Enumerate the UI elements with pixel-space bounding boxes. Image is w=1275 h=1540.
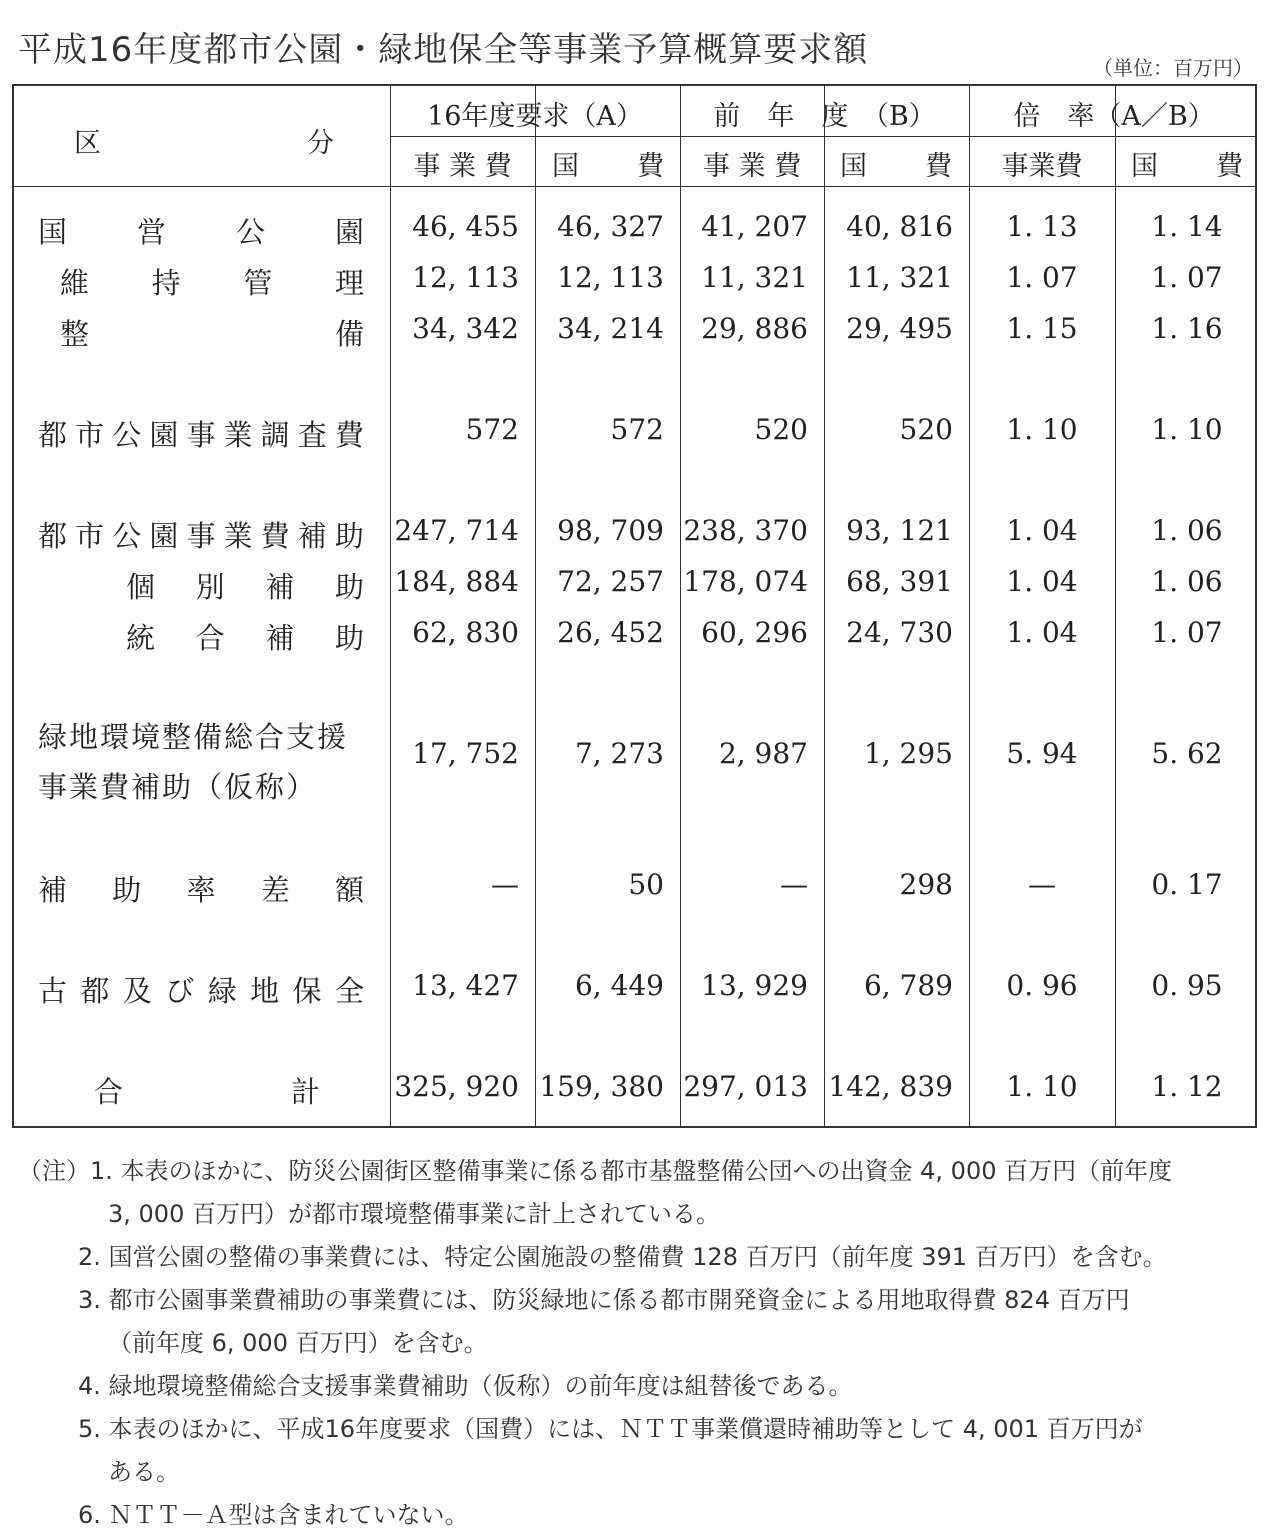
cell-r2: 1. 10 — [1151, 413, 1223, 446]
cell-a1: 34, 342 — [412, 312, 519, 345]
cell-a1: 184, 884 — [394, 565, 519, 598]
cell-b1: 297, 013 — [683, 1070, 808, 1103]
row-label-char: 補 — [265, 570, 295, 604]
row-label — [60, 261, 364, 302]
cell-r1: — — [1028, 868, 1056, 901]
row-label-char: 国 — [38, 215, 68, 249]
cell-a1: 13, 427 — [412, 969, 519, 1002]
row-label-char: 都 — [38, 418, 68, 452]
row-label-char: 市 — [75, 418, 105, 452]
header-char: 国 — [840, 151, 867, 182]
row-label-char: 公 — [235, 215, 265, 249]
note-line: 3. 都市公園事業費補助の事業費には、防災緑地に係る都市開発資金による用地取得費 824 百万円 — [78, 1286, 1130, 1314]
row-label-char: 公 — [112, 418, 142, 452]
budget-table — [12, 84, 1257, 1128]
cell-r1: 1. 10 — [1006, 1070, 1078, 1103]
header-char: 国 — [1131, 151, 1158, 182]
row-label-char: 統 — [126, 621, 156, 655]
cell-b1: 178, 074 — [683, 565, 808, 598]
cell-b2: 520 — [899, 413, 953, 446]
row-label-char: 備 — [334, 317, 364, 351]
header-a-jigyo: 事 業 費 — [413, 151, 512, 182]
cell-a2: 7, 273 — [574, 737, 664, 770]
row-label — [38, 210, 364, 251]
row-label-char: 地 — [250, 974, 280, 1008]
cell-a2: 98, 709 — [557, 514, 664, 547]
cell-a1: 325, 920 — [394, 1070, 519, 1103]
header-mid-line — [390, 136, 1255, 137]
row-label-char: 市 — [75, 519, 105, 553]
cell-a1: 62, 830 — [412, 616, 519, 649]
cell-r2: 1. 14 — [1151, 210, 1223, 243]
row-label-char: 理 — [334, 266, 364, 300]
row-label-char: 保 — [292, 974, 322, 1008]
row-label-char: 及 — [122, 974, 152, 1008]
row-label-char: 補 — [297, 519, 327, 553]
cell-b2: 24, 730 — [846, 616, 953, 649]
cell-a2: 46, 327 — [557, 210, 664, 243]
row-label-char: 調 — [260, 418, 290, 452]
header-r-koku — [1131, 144, 1243, 183]
cell-a1: 572 — [465, 413, 519, 446]
note-line: 4. 緑地環境整備総合支援事業費補助（仮称）の前年度は組替後である。 — [78, 1372, 853, 1400]
row-label-char: 整 — [60, 317, 90, 351]
cell-r1: 1. 10 — [1006, 413, 1078, 446]
row-label-char: 個 — [126, 570, 156, 604]
cell-a2: 50 — [628, 868, 664, 901]
note-line: 2. 国営公園の整備の事業費には、特定公園施設の整備費 128 百万円（前年度 391 百万円）を含む。 — [78, 1243, 1167, 1271]
cell-a1: 46, 455 — [412, 210, 519, 243]
row-label-char: 園 — [149, 519, 179, 553]
header-group-a: 16年度要求（A） — [427, 101, 643, 132]
row-label-char: 計 — [290, 1075, 320, 1109]
header-char: 費 — [637, 151, 664, 182]
note-line: 6. ＮＴＴ－Ａ型は含まれていない。 — [78, 1501, 469, 1529]
cell-r2: 5. 62 — [1151, 737, 1223, 770]
header-bottom-line — [14, 186, 1255, 187]
row-label — [60, 312, 364, 353]
row-label-char: 費 — [260, 519, 290, 553]
cell-r1: 1. 04 — [1006, 514, 1078, 547]
cell-r1: 1. 04 — [1006, 616, 1078, 649]
cell-b2: 68, 391 — [846, 565, 953, 598]
cell-b1: 13, 929 — [701, 969, 808, 1002]
cell-b1: — — [780, 868, 808, 901]
cell-r1: 5. 94 — [1006, 737, 1078, 770]
cell-a2: 6, 449 — [574, 969, 664, 1002]
header-b-jigyo: 事 業 費 — [702, 151, 802, 182]
cell-r1: 1. 13 — [1006, 210, 1078, 243]
cell-a2: 12, 113 — [557, 261, 664, 294]
cell-a1: 247, 714 — [394, 514, 519, 547]
row-label-char: 率 — [186, 873, 216, 907]
row-label-char: 助 — [334, 519, 364, 553]
cell-b1: 29, 886 — [701, 312, 808, 345]
row-label-char: 助 — [112, 873, 142, 907]
note-line: 3, 000 百万円）が都市環境整備事業に計上されている。 — [108, 1200, 720, 1228]
header-char: 費 — [925, 151, 952, 182]
header-r-jigyo: 事業費 — [1001, 151, 1083, 182]
cell-r2: 1. 07 — [1151, 261, 1223, 294]
row-label-char: 助 — [334, 621, 364, 655]
row-label-char: 査 — [297, 418, 327, 452]
row-label — [38, 969, 364, 1010]
cell-a1: 12, 113 — [412, 261, 519, 294]
row-label-char: 業 — [223, 519, 253, 553]
cell-b2: 298 — [899, 868, 953, 901]
cell-b2: 40, 816 — [846, 210, 953, 243]
cell-a2: 572 — [610, 413, 664, 446]
cell-a2: 34, 214 — [557, 312, 664, 345]
cell-b2: 1, 295 — [863, 737, 953, 770]
header-category-char: 分 — [307, 128, 334, 159]
header-b-koku — [840, 144, 952, 183]
row-label-char: 額 — [334, 873, 364, 907]
cell-r1: 1. 07 — [1006, 261, 1078, 294]
unit-label: （単位：百万円） — [1093, 56, 1253, 80]
row-label-char: 園 — [149, 418, 179, 452]
cell-a2: 159, 380 — [539, 1070, 664, 1103]
row-label — [94, 1070, 320, 1111]
row-label-char: 事 — [186, 418, 216, 452]
note-line: （前年度 6, 000 百万円）を含む。 — [108, 1329, 488, 1357]
row-label — [38, 514, 364, 555]
cell-r2: 1. 16 — [1151, 312, 1223, 345]
cell-r2: 0. 95 — [1151, 969, 1223, 1002]
cell-b1: 520 — [754, 413, 808, 446]
cell-r1: 1. 04 — [1006, 565, 1078, 598]
row-label-char: 管 — [243, 266, 273, 300]
row-label — [126, 565, 364, 606]
row-label-char: 補 — [265, 621, 295, 655]
row-label-char: び — [165, 974, 195, 1008]
cell-b2: 29, 495 — [846, 312, 953, 345]
row-label-char: 緑 — [207, 974, 237, 1008]
cell-a2: 26, 452 — [557, 616, 664, 649]
row-label — [38, 413, 364, 454]
row-label — [126, 616, 364, 657]
cell-b2: 93, 121 — [846, 514, 953, 547]
row-label-char: 持 — [151, 266, 181, 300]
cell-a2: 72, 257 — [557, 565, 664, 598]
cell-b1: 2, 987 — [718, 737, 808, 770]
cell-r2: 1. 07 — [1151, 616, 1223, 649]
note-line: 5. 本表のほかに、平成16年度要求（国費）には、ＮＴＴ事業償還時補助等として 4, 001 百万円が — [78, 1415, 1143, 1443]
row-label-char: 都 — [80, 974, 110, 1008]
row-label-line: 緑地環境整備総合支援 — [38, 720, 349, 754]
row-label-char: 補 — [38, 873, 68, 907]
cell-b2: 11, 321 — [846, 261, 953, 294]
row-label-char: 維 — [60, 266, 90, 300]
header-a-koku — [552, 144, 664, 183]
cell-r2: 0. 17 — [1151, 868, 1223, 901]
row-label-char: 園 — [334, 215, 364, 249]
row-label-char: 費 — [334, 418, 364, 452]
row-label — [38, 868, 364, 909]
row-label-char: 都 — [38, 519, 68, 553]
header-category-char: 区 — [74, 128, 101, 159]
cell-b2: 142, 839 — [828, 1070, 953, 1103]
row-label-char: 合 — [94, 1075, 124, 1109]
row-label-char: 別 — [195, 570, 225, 604]
note-line: （注）1. 本表のほかに、防災公園街区整備事業に係る都市基盤整備公団への出資金 4, 000 百万円（前年度 — [18, 1157, 1173, 1185]
cell-r1: 0. 96 — [1006, 969, 1078, 1002]
cell-r2: 1. 06 — [1151, 565, 1223, 598]
header-category — [74, 121, 334, 160]
header-char: 費 — [1216, 151, 1243, 182]
document-title: 平成16年度都市公園・緑地保全等事業予算概算要求額 — [18, 30, 869, 70]
cell-a1: — — [491, 868, 519, 901]
row-label-char: 業 — [223, 418, 253, 452]
cell-b1: 238, 370 — [683, 514, 808, 547]
row-label-char: 古 — [38, 974, 68, 1008]
row-label-char: 助 — [334, 570, 364, 604]
header-group-b: 前 年 度 （B） — [713, 101, 936, 132]
cell-r2: 1. 12 — [1151, 1070, 1223, 1103]
row-label-char: 差 — [260, 873, 290, 907]
cell-b1: 11, 321 — [701, 261, 808, 294]
row-label-char: 合 — [195, 621, 225, 655]
cell-r2: 1. 06 — [1151, 514, 1223, 547]
cell-b2: 6, 789 — [863, 969, 953, 1002]
cell-b1: 60, 296 — [701, 616, 808, 649]
row-label-char: 公 — [112, 519, 142, 553]
header-char: 国 — [552, 151, 579, 182]
row-label-char: 営 — [136, 215, 166, 249]
row-label-char: 全 — [334, 974, 364, 1008]
cell-a1: 17, 752 — [412, 737, 519, 770]
row-label-char: 事 — [186, 519, 216, 553]
cell-b1: 41, 207 — [701, 210, 808, 243]
note-line: ある。 — [108, 1458, 180, 1486]
header-group-ratio: 倍 率（A／B） — [1013, 101, 1215, 132]
row-label-line: 事業費補助（仮称） — [38, 770, 318, 804]
cell-r1: 1. 15 — [1006, 312, 1078, 345]
